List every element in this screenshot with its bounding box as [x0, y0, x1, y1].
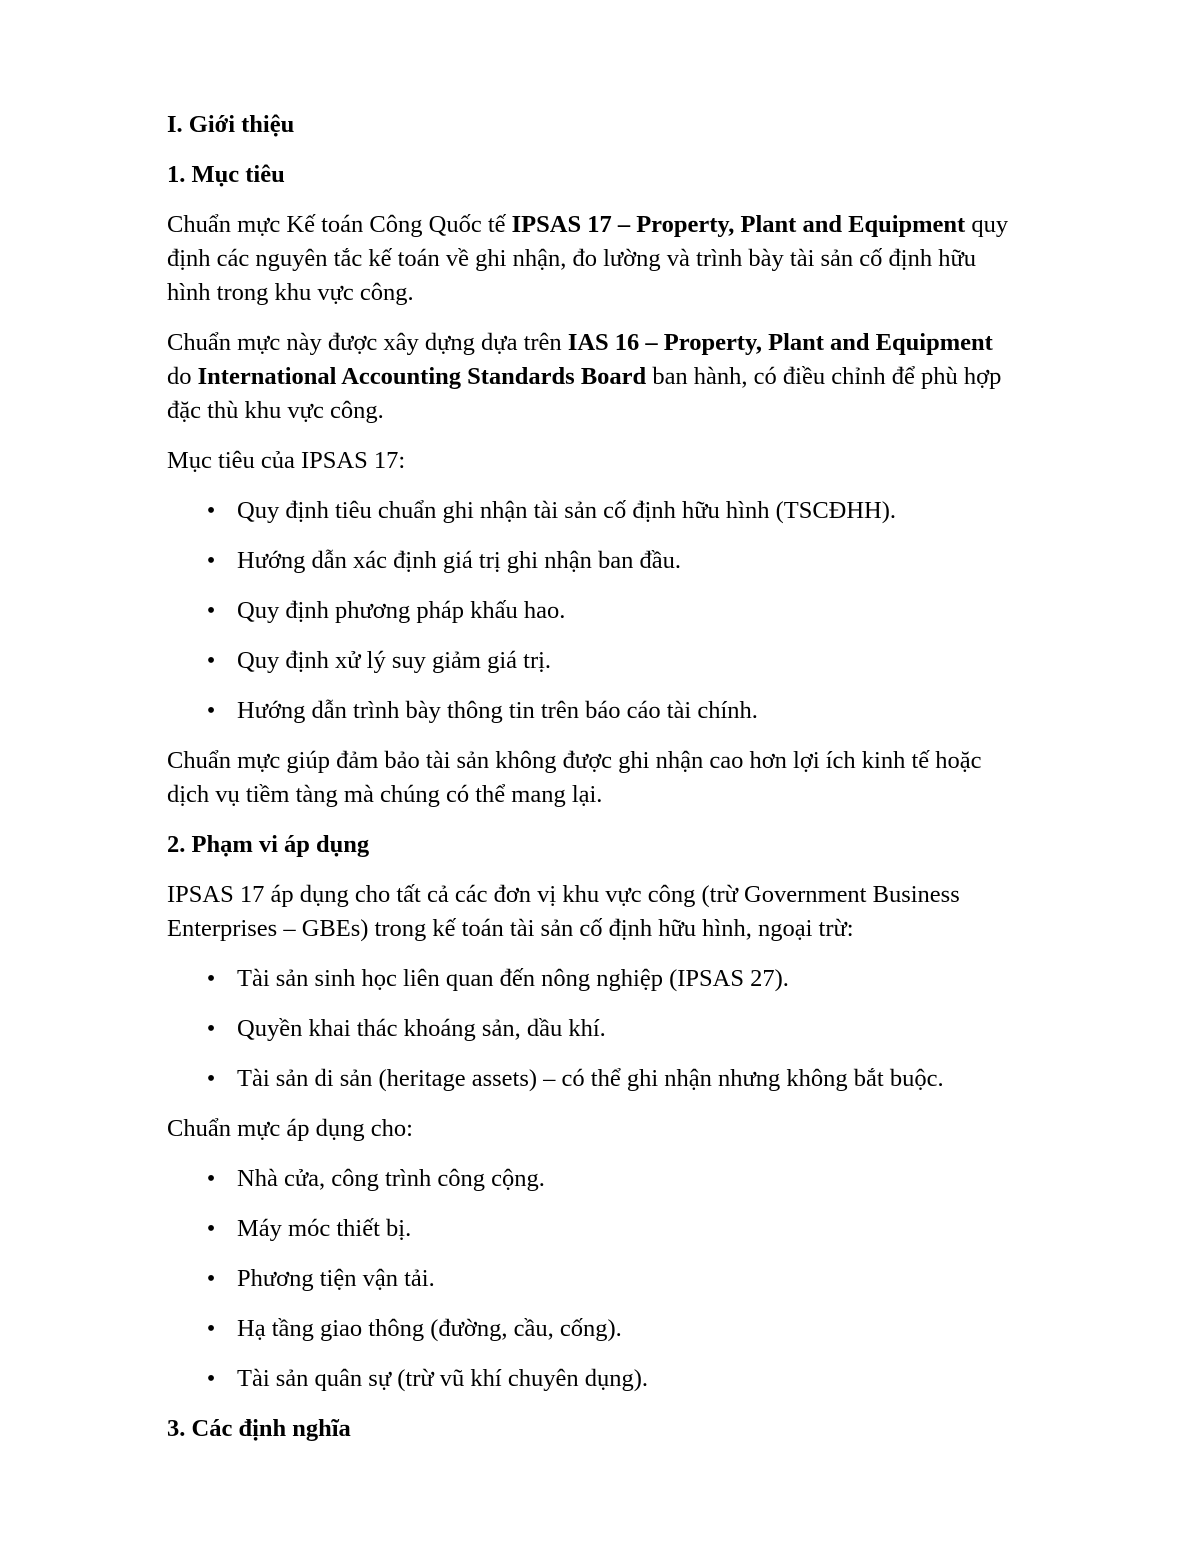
bullet-icon: • — [206, 1215, 216, 1242]
list-item-text: Quy định phương pháp khấu hao. — [237, 597, 566, 624]
list-item — [167, 1162, 1127, 1196]
bullet-icon: • — [206, 1015, 216, 1042]
list-item — [167, 544, 1127, 578]
applies-intro: Chuẩn mực áp dụng cho: — [167, 1115, 413, 1142]
bullet-icon: • — [206, 1265, 216, 1292]
list-item-text: Phương tiện vận tải. — [237, 1265, 435, 1292]
list-item — [167, 1212, 1127, 1246]
list-item — [167, 1062, 1127, 1096]
standard-name-ipsas17: IPSAS 17 – Property, Plant and Equipment — [511, 211, 966, 238]
paragraph-line: đặc thù khu vực công. — [167, 397, 384, 424]
section-3-heading: 3. Các định nghĩa — [167, 1415, 351, 1442]
bullet-icon: • — [206, 1365, 216, 1392]
exclusions-list — [167, 962, 1127, 1096]
list-item — [167, 1312, 1127, 1346]
document-page — [167, 108, 1127, 1462]
bullet-icon: • — [206, 1065, 216, 1092]
section-1-paragraph-2 — [167, 326, 1127, 428]
paragraph-line: định các nguyên tắc kế toán về ghi nhận, đo lường và trình bày tài sản cố định hữu — [167, 245, 977, 272]
list-item-text: Hạ tầng giao thông (đường, cầu, cống). — [237, 1315, 622, 1342]
list-item — [167, 494, 1127, 528]
section-1-heading: 1. Mục tiêu — [167, 161, 285, 188]
paragraph-line: hình trong khu vực công. — [167, 279, 414, 306]
list-item — [167, 1362, 1127, 1396]
bullet-icon: • — [206, 697, 216, 724]
list-item — [167, 1012, 1127, 1046]
text-run: do — [167, 363, 198, 390]
applies-list — [167, 1162, 1127, 1396]
text-run: Chuẩn mực Kế toán Công Quốc tế — [167, 211, 512, 238]
bullet-icon: • — [206, 547, 216, 574]
bullet-icon: • — [206, 1165, 216, 1192]
list-item — [167, 962, 1127, 996]
list-item-text: Tài sản di sản (heritage assets) – có thể ghi nhận nhưng không bắt buộc. — [237, 1065, 944, 1092]
text-run: Chuẩn mực này được xây dựng dựa trên — [167, 329, 568, 356]
list-item-text: Quy định tiêu chuẩn ghi nhận tài sản cố định hữu hình (TSCĐHH). — [237, 497, 897, 524]
bullet-icon: • — [206, 965, 216, 992]
intro-heading: I. Giới thiệu — [167, 111, 295, 138]
list-item-text: Máy móc thiết bị. — [237, 1215, 412, 1242]
list-item-text: Tài sản sinh học liên quan đến nông nghiệp (IPSAS 27). — [237, 965, 789, 992]
objectives-list — [167, 494, 1127, 728]
bullet-icon: • — [206, 647, 216, 674]
paragraph-line — [167, 360, 1127, 394]
standard-name-ias16: IAS 16 – Property, Plant and Equipment — [567, 329, 993, 356]
paragraph-line: dịch vụ tiềm tàng mà chúng có thể mang lại. — [167, 781, 603, 808]
list-item — [167, 594, 1127, 628]
section-1-paragraph-1 — [167, 208, 1127, 310]
text-run: ban hành, có điều chỉnh để phù hợp — [646, 363, 1002, 390]
organization-name: International Accounting Standards Board — [197, 363, 647, 390]
list-item-text: Quy định xử lý suy giảm giá trị. — [237, 647, 552, 674]
paragraph-line — [167, 208, 1127, 242]
bullet-icon: • — [206, 497, 216, 524]
section-2-heading: 2. Phạm vi áp dụng — [167, 831, 370, 858]
list-item-text: Nhà cửa, công trình công cộng. — [237, 1165, 545, 1192]
list-item — [167, 694, 1127, 728]
bullet-icon: • — [206, 597, 216, 624]
paragraph-line: IPSAS 17 áp dụng cho tất cả các đơn vị khu vực công (trừ Government Business — [167, 881, 960, 908]
list-item-text: Tài sản quân sự (trừ vũ khí chuyên dụng). — [237, 1365, 648, 1392]
objectives-intro: Mục tiêu của IPSAS 17: — [167, 447, 406, 474]
list-item-text: Quyền khai thác khoáng sản, dầu khí. — [237, 1015, 606, 1042]
bullet-icon: • — [206, 1315, 216, 1342]
list-item-text: Hướng dẫn xác định giá trị ghi nhận ban đầu. — [237, 547, 681, 574]
list-item — [167, 1262, 1127, 1296]
list-item — [167, 644, 1127, 678]
section-1-paragraph-3 — [167, 744, 1127, 812]
section-2-paragraph-1 — [167, 878, 1127, 946]
text-run: quy — [965, 211, 1009, 238]
paragraph-line: Chuẩn mực giúp đảm bảo tài sản không được ghi nhận cao hơn lợi ích kinh tế hoặc — [167, 747, 982, 774]
paragraph-line — [167, 326, 1127, 360]
list-item-text: Hướng dẫn trình bày thông tin trên báo cáo tài chính. — [237, 697, 758, 724]
paragraph-line: Enterprises – GBEs) trong kế toán tài sản cố định hữu hình, ngoại trừ: — [167, 915, 854, 942]
